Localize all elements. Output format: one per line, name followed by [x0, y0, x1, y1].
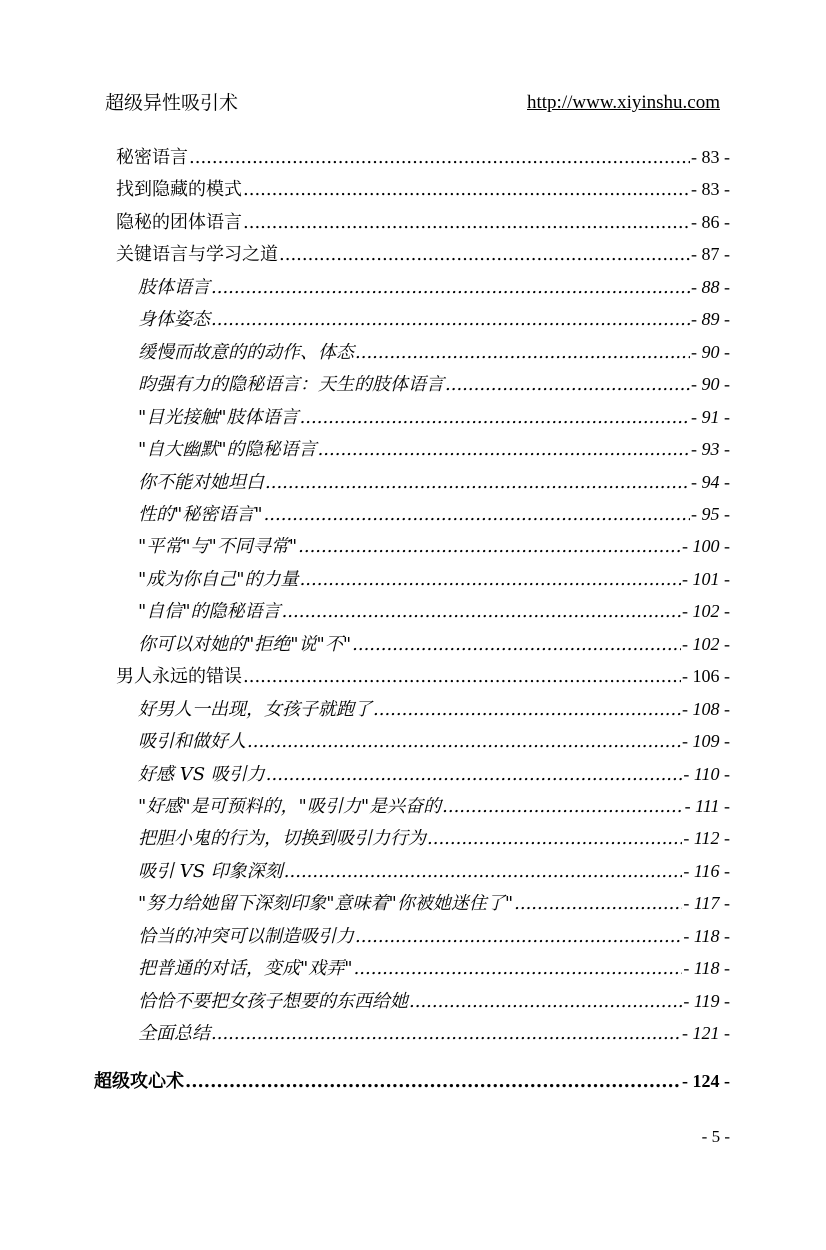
dot-leader [282, 596, 681, 628]
toc-entry-title: 性的"秘密语言" [138, 504, 263, 525]
toc-entry-title: 好男人一出现，女孩子就跑了 [138, 699, 372, 720]
dot-leader [211, 304, 690, 336]
toc-entry-title: "平常"与"不同寻常" [138, 536, 298, 557]
toc-entry-title: 超级攻心术 [94, 1071, 184, 1092]
dot-leader [514, 888, 682, 920]
toc-entry-page: - 109 - [682, 731, 730, 751]
toc-entry[interactable] [116, 206, 730, 238]
page-header [105, 88, 720, 118]
dot-leader [185, 1066, 681, 1098]
dot-leader [445, 369, 690, 401]
toc-entry-title: 恰当的冲突可以制造吸引力 [138, 926, 354, 947]
dot-leader [352, 629, 681, 661]
toc-entry-title: 把胆小鬼的行为，切换到吸引力行为 [138, 828, 426, 849]
dot-leader [300, 564, 681, 596]
toc-entry-page: - 83 - [691, 147, 730, 167]
dot-leader [189, 142, 690, 174]
toc-entry-page: - 121 - [682, 1023, 730, 1043]
toc-entry-page: - 95 - [691, 504, 730, 524]
toc-entry-title: 全面总结 [138, 1023, 210, 1044]
toc-entry[interactable] [138, 693, 730, 725]
toc-entry-page: - 88 - [691, 277, 730, 297]
toc-entry-page: - 100 - [682, 536, 730, 556]
dot-leader [279, 239, 690, 271]
toc-entry-title: "好感"是可预料的，"吸引力"是兴奋的 [138, 796, 442, 817]
dot-leader [243, 174, 690, 206]
toc-entry-title: 吸引和做好人 [138, 731, 246, 752]
dot-leader [265, 467, 690, 499]
dot-leader [442, 791, 684, 823]
toc-entry-page: - 117 - [683, 893, 730, 913]
toc-entry-title: 缓慢而故意的的动作、体态 [138, 342, 354, 363]
dot-leader [266, 759, 683, 791]
toc-entry[interactable] [138, 271, 730, 303]
dot-leader [354, 953, 683, 985]
toc-entry[interactable] [138, 628, 730, 660]
dot-leader [247, 726, 681, 758]
dot-leader [243, 207, 690, 239]
toc-entry-page: - 124 - [682, 1071, 730, 1091]
toc-entry-title: 秘密语言 [116, 147, 188, 168]
website-link[interactable]: http://www.xiyinshu.com [527, 92, 720, 113]
toc-entry[interactable] [116, 660, 730, 692]
toc-entry-title: 吸引 VS 印象深刻 [138, 861, 283, 882]
toc-entry-page: - 83 - [691, 179, 730, 199]
toc-entry[interactable] [138, 985, 730, 1017]
toc-entry-page: - 90 - [691, 374, 730, 394]
toc-entry-page: - 111 - [684, 796, 730, 816]
toc-entry-page: - 110 - [683, 764, 730, 784]
toc-entry[interactable] [116, 141, 730, 173]
toc-entry-page: - 102 - [682, 634, 730, 654]
toc-entry[interactable] [138, 401, 730, 433]
toc-entry-page: - 93 - [691, 439, 730, 459]
toc-entry-page: - 108 - [682, 699, 730, 719]
toc-entry[interactable] [116, 238, 730, 270]
dot-leader [298, 531, 681, 563]
toc-entry-page: - 106 - [682, 666, 730, 686]
toc-entry-title: 隐秘的团体语言 [116, 212, 242, 233]
toc-entry-page: - 119 - [683, 991, 730, 1011]
toc-entry[interactable] [138, 466, 730, 498]
toc-entry-title: 身体姿态 [138, 309, 210, 330]
toc-entry[interactable] [138, 595, 730, 627]
toc-entry[interactable] [138, 920, 730, 952]
toc-entry[interactable] [138, 433, 730, 465]
page-number: - 5 - [701, 1127, 730, 1146]
toc-entry[interactable] [138, 758, 730, 790]
dot-leader [243, 661, 681, 693]
toc-entry-title: 你可以对她的"拒绝"说"不" [138, 634, 352, 655]
toc-entry-title: "目光接触"肢体语言 [138, 407, 299, 428]
toc-entry-title: "自信"的隐秘语言 [138, 601, 281, 622]
dot-leader [284, 856, 683, 888]
toc-entry[interactable] [138, 725, 730, 757]
dot-leader [373, 694, 681, 726]
toc-entry[interactable] [138, 530, 730, 562]
toc-entry[interactable] [138, 563, 730, 595]
toc-entry-title: 恰恰不要把女孩子想要的东西给她 [138, 991, 408, 1012]
toc-entry-title: "自大幽默"的隐秘语言 [138, 439, 317, 460]
toc-entry-title: "成为你自己"的力量 [138, 569, 299, 590]
dot-leader [355, 921, 682, 953]
toc-entry[interactable] [116, 173, 730, 205]
toc-entry-page: - 86 - [691, 212, 730, 232]
toc-entry[interactable] [138, 368, 730, 400]
toc-entry-page: - 90 - [691, 342, 730, 362]
toc-entry-title: 男人永远的错误 [116, 666, 242, 687]
toc-entry-page: - 91 - [691, 407, 730, 427]
book-title: 超级异性吸引术 [105, 92, 239, 114]
toc-entry-page: - 118 - [683, 926, 730, 946]
toc-entry[interactable] [138, 822, 730, 854]
toc-entry-title: 肢体语言 [138, 277, 210, 298]
toc-entry-page: - 112 - [683, 828, 730, 848]
toc-entry[interactable] [138, 1017, 730, 1049]
toc-entry[interactable] [94, 1065, 730, 1097]
toc-entry[interactable] [138, 952, 730, 984]
toc-entry-title: 把普通的对话，变成"戏弄" [138, 958, 353, 979]
toc-entry[interactable] [138, 336, 730, 368]
toc-entry[interactable] [138, 887, 730, 919]
toc-entry-title: 你不能对她坦白 [138, 472, 264, 493]
toc-entry-page: - 101 - [682, 569, 730, 589]
toc-entry-title: "努力给她留下深刻印象"意味着"你被她迷住了" [138, 893, 514, 914]
dot-leader [409, 986, 682, 1018]
toc-entry-page: - 102 - [682, 601, 730, 621]
toc-entry[interactable] [138, 790, 730, 822]
toc-entry[interactable] [138, 303, 730, 335]
toc-entry-title: 找到隐藏的模式 [116, 179, 242, 200]
toc-entry[interactable] [138, 498, 730, 530]
toc-entry-page: - 116 - [683, 861, 730, 881]
dot-leader [427, 823, 682, 855]
dot-leader [300, 402, 690, 434]
dot-leader [211, 272, 690, 304]
dot-leader [355, 337, 690, 369]
toc-entry-page: - 87 - [691, 244, 730, 264]
toc-entry-page: - 89 - [691, 309, 730, 329]
toc-entry-title: 好感 VS 吸引力 [138, 764, 265, 785]
toc-entry-title: 关键语言与学习之道 [116, 244, 278, 265]
toc-entry[interactable] [138, 855, 730, 887]
toc-entry-page: - 94 - [691, 472, 730, 492]
dot-leader [211, 1018, 681, 1050]
dot-leader [264, 499, 690, 531]
dot-leader [318, 434, 690, 466]
toc-entry-page: - 118 - [683, 958, 730, 978]
toc-entry-title: 昀强有力的隐秘语言：天生的肢体语言 [138, 374, 444, 395]
